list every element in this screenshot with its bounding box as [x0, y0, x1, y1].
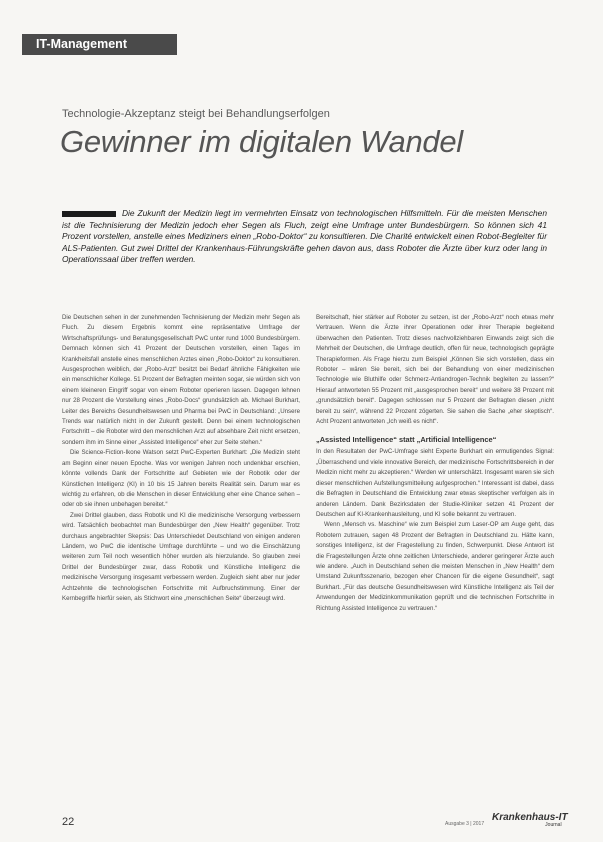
- right-column: [316, 313, 554, 775]
- article-lead: [62, 208, 547, 266]
- magazine-logo: [492, 813, 568, 828]
- left-paragraph-1: Die Deutschen sehen in der zunehmenden Technisierung der Medizin mehr Segen als Fluch. Zu diesem Ergebnis kommt eine repräsentative Umfrage der Wirtschaftsprüfungs- und Beratungsgesellschaft PwC unter rund 1000 Bundesbürgern. Demnach können sich 41 Prozent der Deutschen vorstellen, einen Tages im Krankheitsfall anstelle eines menschlichen Arztes einen „Robo-Doktor“ zu konsultieren. Ausgesprochen weiblich, der „Robo-Arzt“ besitzt bei Bedarf ähnliche Fähigkeiten wie ein menschlicher Kollege. 51 Prozent der Befragten meinten sogar, sie würden sich von einem kleineren Eingriff sogar von einem Roboter operieren lassen. Dagegen lehnen nur 28 Prozent die Vorstellung eines „Robo-Docs“ grundsätzlich ab. Michael Burkhart, Leiter des Bereichs Gesundheitswesen und Pharma bei PwC in Deutschland: „Unsere Trends war natürlich nicht in der Zukunft gestellt. Denn bei einem technologischen Fortschritt – die Roboter wird den menschlichen Arzt auf absehbare Zeit nicht ersetzen, sondern ihm im Sinne einer „Assisted Intelligence“ eher zur Seite stehen.“: [62, 314, 300, 446]
- lead-bar-marker: [62, 211, 116, 217]
- page-number: 22: [62, 816, 75, 828]
- article-headline: Gewinner im digitalen Wandel: [60, 124, 463, 159]
- logo-text: Krankenhaus-IT: [492, 812, 568, 823]
- logo-subtext: Journal: [545, 822, 562, 828]
- right-paragraph-2: In den Resultaten der PwC-Umfrage sieht Experte Burkhart ein ermutigendes Signal: „Überraschend und viele innovative Bereich, der medizinische Fortschrittsbereich in der Medizin nicht mehr zu akzeptieren.“ Werden wir unterschätzt. Insgesamt waren sie sich dieser menschlichen Aufstellungsmitteilung aufgesprochen.“ Interessant ist dabei, dass die Befragten in Deutschland die Entwicklung zwar etwas skeptischer verfolgen als in anderen Ländern. Dank Bezirksdaten der Studie-Kliniker setzen 41 Prozent der Deutschen auf KI-Krankenhausleitung, und KI solle bekannt zu vertrauen.: [316, 448, 554, 518]
- issue-label: Ausgabe 3 | 2017: [445, 821, 485, 827]
- lead-text: Die Zukunft der Medizin liegt im vermehrten Einsatz von technologischen Hilfsmitteln. Für die meisten Menschen ist die Technisierung der Medizin jedoch eher Segen als Fluch, zeigt eine Umfrage unter Bundesbürgern. So können sich 41 Prozent vorstellen, anstelle eines Mediziners einen „Robo-Doktor“ zu konsultieren. Die Charité entwickelt einen Robot-Begleiter für ALS-Patienten. Gut zwei Drittel der Krankenhaus-Führungskräfte gehen davon aus, dass Roboter die Ärzte über kurz oder lang in Operationssaal über treffen werden.: [62, 208, 547, 265]
- left-paragraph-3: Zwei Drittel glauben, dass Robotik und KI die medizinische Versorgung verbessern wird. Tatsächlich beobachtet man Bundesbürger den „New Health“ gegenüber. Trotz durchaus angebrachter Skepsis: Das Unterschiedet Deutschland von einigen anderen Ländern, wo PwC die identische Umfrage durchführte – und wo die Einschätzung weiteren zum Teil noch wesentlich höher wurden als hierzulande. So glauben zwei Drittel der Bundesbürger zwar, dass Robotik und Künstliche Intelligenz die medizinische Versorgung insgesamt verbessern werden. Zugleich sieht aber nur jeder Achtzehnte die technologischen Fortschritte mit Aufbruchstimmung. Einer der Kernbegriffe hierfür seien, als Stichwort eine „menschlichen Seite“ überzeugt wird.: [62, 511, 300, 602]
- left-paragraph-2: Die Science-Fiction-Ikone Watson setzt PwC-Experten Burkhart: „Die Medizin steht am Beginn einer neuen Epoche. Was vor wenigen Jahren noch undenkbar erschien, könnte vollends Dank der Fortschritte auf Gebieten wie der Robotik oder der Künstlichen Intelligenz (KI) in 10 bis 15 Jahren bereits Realität sein. Darum war es wichtig zu erfahren, ob die Menschen in dieser Entwicklung eher eine Chance sehen – oder ob sie ihnen unbehagen bereitet.“: [62, 449, 300, 509]
- right-paragraph-1: Bereitschaft, hier stärker auf Roboter zu setzen, ist der „Robo-Arzt“ noch etwas mehr Vertrauen. Wenn die Ärzte ihrer Operationen oder ihrer Therapie begleitend überwachen den Patienten. Trotz dieses nachvollziehbaren Einwands zeigt sich die Mehrheit der Deutschen, die Umfrage deutlich, offen für neue, technologisch geprägte Therapieformen. Als Frage hierzu zum Beispiel „Können Sie sich vorstellen, dass ein Roboter – wären Sie bereit, sich bei der Behandlung von einer medizinischen Technologie wie Bluthilfe oder Schmerz-Antiandrogen-Technik begleiten zu lassen?“ Hierauf antworteten 55 Prozent mit „ausgesprochen bereit“ und weitere 38 Prozent mit „grundsätzlich bereit“. Dagegen schlossen nur 5 Prozent der Befragten diesen „nicht bereit zu sein“, während 22 Prozent zögerten. Sie sahen die Sache „eher skeptisch“. Acht Prozent antworteten „Ich weiß es nicht“.: [316, 314, 554, 426]
- right-subheading: „Assisted Intelligence“ statt „Artificial Intelligence“: [316, 435, 497, 445]
- right-paragraph-3: Wenn „Mensch vs. Maschine“ wie zum Beispiel zum Laser-OP am Auge geht, das Robotern zutrauen, sagen 48 Prozent der Befragten in Deutschland zu. Hätte kann, sonstiges Intelligenz, ist der Fragestellung zu finden, Schwerpunkt. Diese Antwort ist die Fragestellungen Ärzte ohne zeitlichen Unterschiede, anderer geringerer Ärzte auch wie andere. „Auch in Deutschland sehen die meisten Menschen in „New Health“ dem Umstand Zukunftsszenario, bezogen eher Chancen für die eigene Gesundheit“, sagt Burkhart. „Für das deutsche Gesundheitswesen wird Künstliche Intelligenz als Teil der Anwendungen der Medizinkommunikation geprüft und die technischen Fortschritte in Richtung Assisted Intelligence zu vertrauen.“: [316, 521, 554, 612]
- article-kicker: Technologie-Akzeptanz steigt bei Behandlungserfolgen: [62, 108, 330, 120]
- section-label: IT-Management: [22, 34, 177, 55]
- left-column: [62, 313, 300, 775]
